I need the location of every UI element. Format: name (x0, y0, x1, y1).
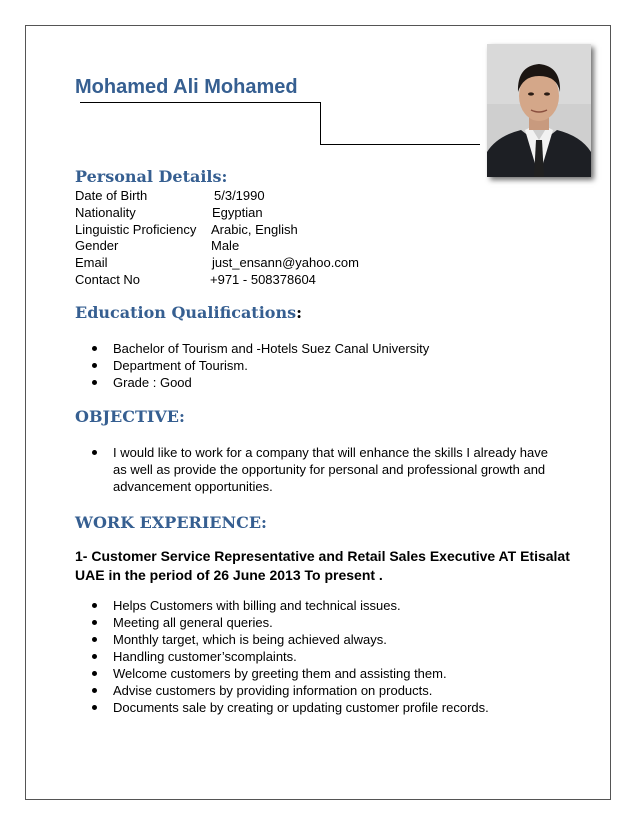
list-item (75, 357, 429, 374)
bullet-icon (92, 671, 97, 676)
list-item-text: Grade : Good (113, 375, 192, 390)
list-item-text: Helps Customers with billing and technical issues. (113, 598, 401, 613)
detail-value: 5/3/1990 (214, 188, 265, 203)
work-duties-list (75, 597, 489, 716)
detail-value: just_ensann@yahoo.com (212, 255, 359, 270)
list-item (75, 665, 489, 682)
bullet-icon (92, 654, 97, 659)
list-item-text: Advise customers by providing information on products. (113, 683, 433, 698)
bullet-icon (92, 346, 97, 351)
list-item-text: Department of Tourism. (113, 358, 248, 373)
detail-label: Linguistic Proficiency (75, 222, 197, 237)
list-item (75, 682, 489, 699)
bullet-icon (92, 637, 97, 642)
detail-label: Nationality (75, 205, 136, 220)
list-item-text: Documents sale by creating or updating customer profile records. (113, 700, 489, 715)
personal-details-heading: Personal Details: (75, 167, 228, 186)
education-heading-colon: : (296, 303, 302, 322)
list-item-text: Bachelor of Tourism and -Hotels Suez Canal University (113, 341, 430, 356)
candidate-name: Mohamed Ali Mohamed (75, 76, 298, 98)
bullet-icon (92, 603, 97, 608)
detail-value: +971 - 508378604 (210, 272, 316, 287)
bullet-icon (92, 688, 97, 693)
education-heading (75, 303, 302, 322)
list-item (75, 340, 429, 357)
detail-label: Date of Birth (75, 188, 148, 203)
objective-text: I would like to work for a company that will enhance the skills I already have as well as provide the opportunity for personal and professional growth and advancement opportunities. (113, 445, 548, 494)
list-item-text: Meeting all general queries. (113, 615, 273, 630)
list-item-text: Welcome customers by greeting them and assisting them. (113, 666, 447, 681)
divider-line-vertical (320, 102, 321, 145)
bullet-icon (92, 363, 97, 368)
bullet-icon (92, 380, 97, 385)
list-item-text: Handling customer’scomplaints. (113, 649, 297, 664)
bullet-icon (92, 620, 97, 625)
detail-label: Email (75, 255, 108, 270)
bullet-icon (92, 705, 97, 710)
list-item (75, 597, 489, 614)
detail-value: Male (211, 238, 240, 253)
list-item-text: Monthly target, which is being achieved always. (113, 632, 387, 647)
bullet-icon (92, 450, 97, 455)
detail-value: Egyptian (212, 205, 263, 220)
profile-photo (487, 44, 591, 177)
work-experience-heading: WORK EXPERIENCE: (75, 513, 267, 532)
objective-heading: OBJECTIVE: (75, 407, 185, 426)
list-item (75, 699, 489, 716)
job-title: 1- Customer Service Representative and Retail Sales Executive AT Etisalat UAE in the period of 26 June 2013 To present . (75, 548, 570, 583)
objective-list (75, 444, 557, 495)
list-item (75, 444, 557, 495)
list-item (75, 374, 429, 391)
detail-label: Gender (75, 238, 119, 253)
divider-line-bottom (320, 144, 480, 145)
list-item (75, 614, 489, 631)
detail-value: Arabic, English (211, 222, 298, 237)
list-item (75, 631, 489, 648)
detail-label: Contact No (75, 272, 141, 287)
education-heading-text: Education Qualifications (75, 303, 297, 322)
divider-line-top (80, 102, 321, 103)
list-item (75, 648, 489, 665)
education-list (75, 340, 429, 391)
